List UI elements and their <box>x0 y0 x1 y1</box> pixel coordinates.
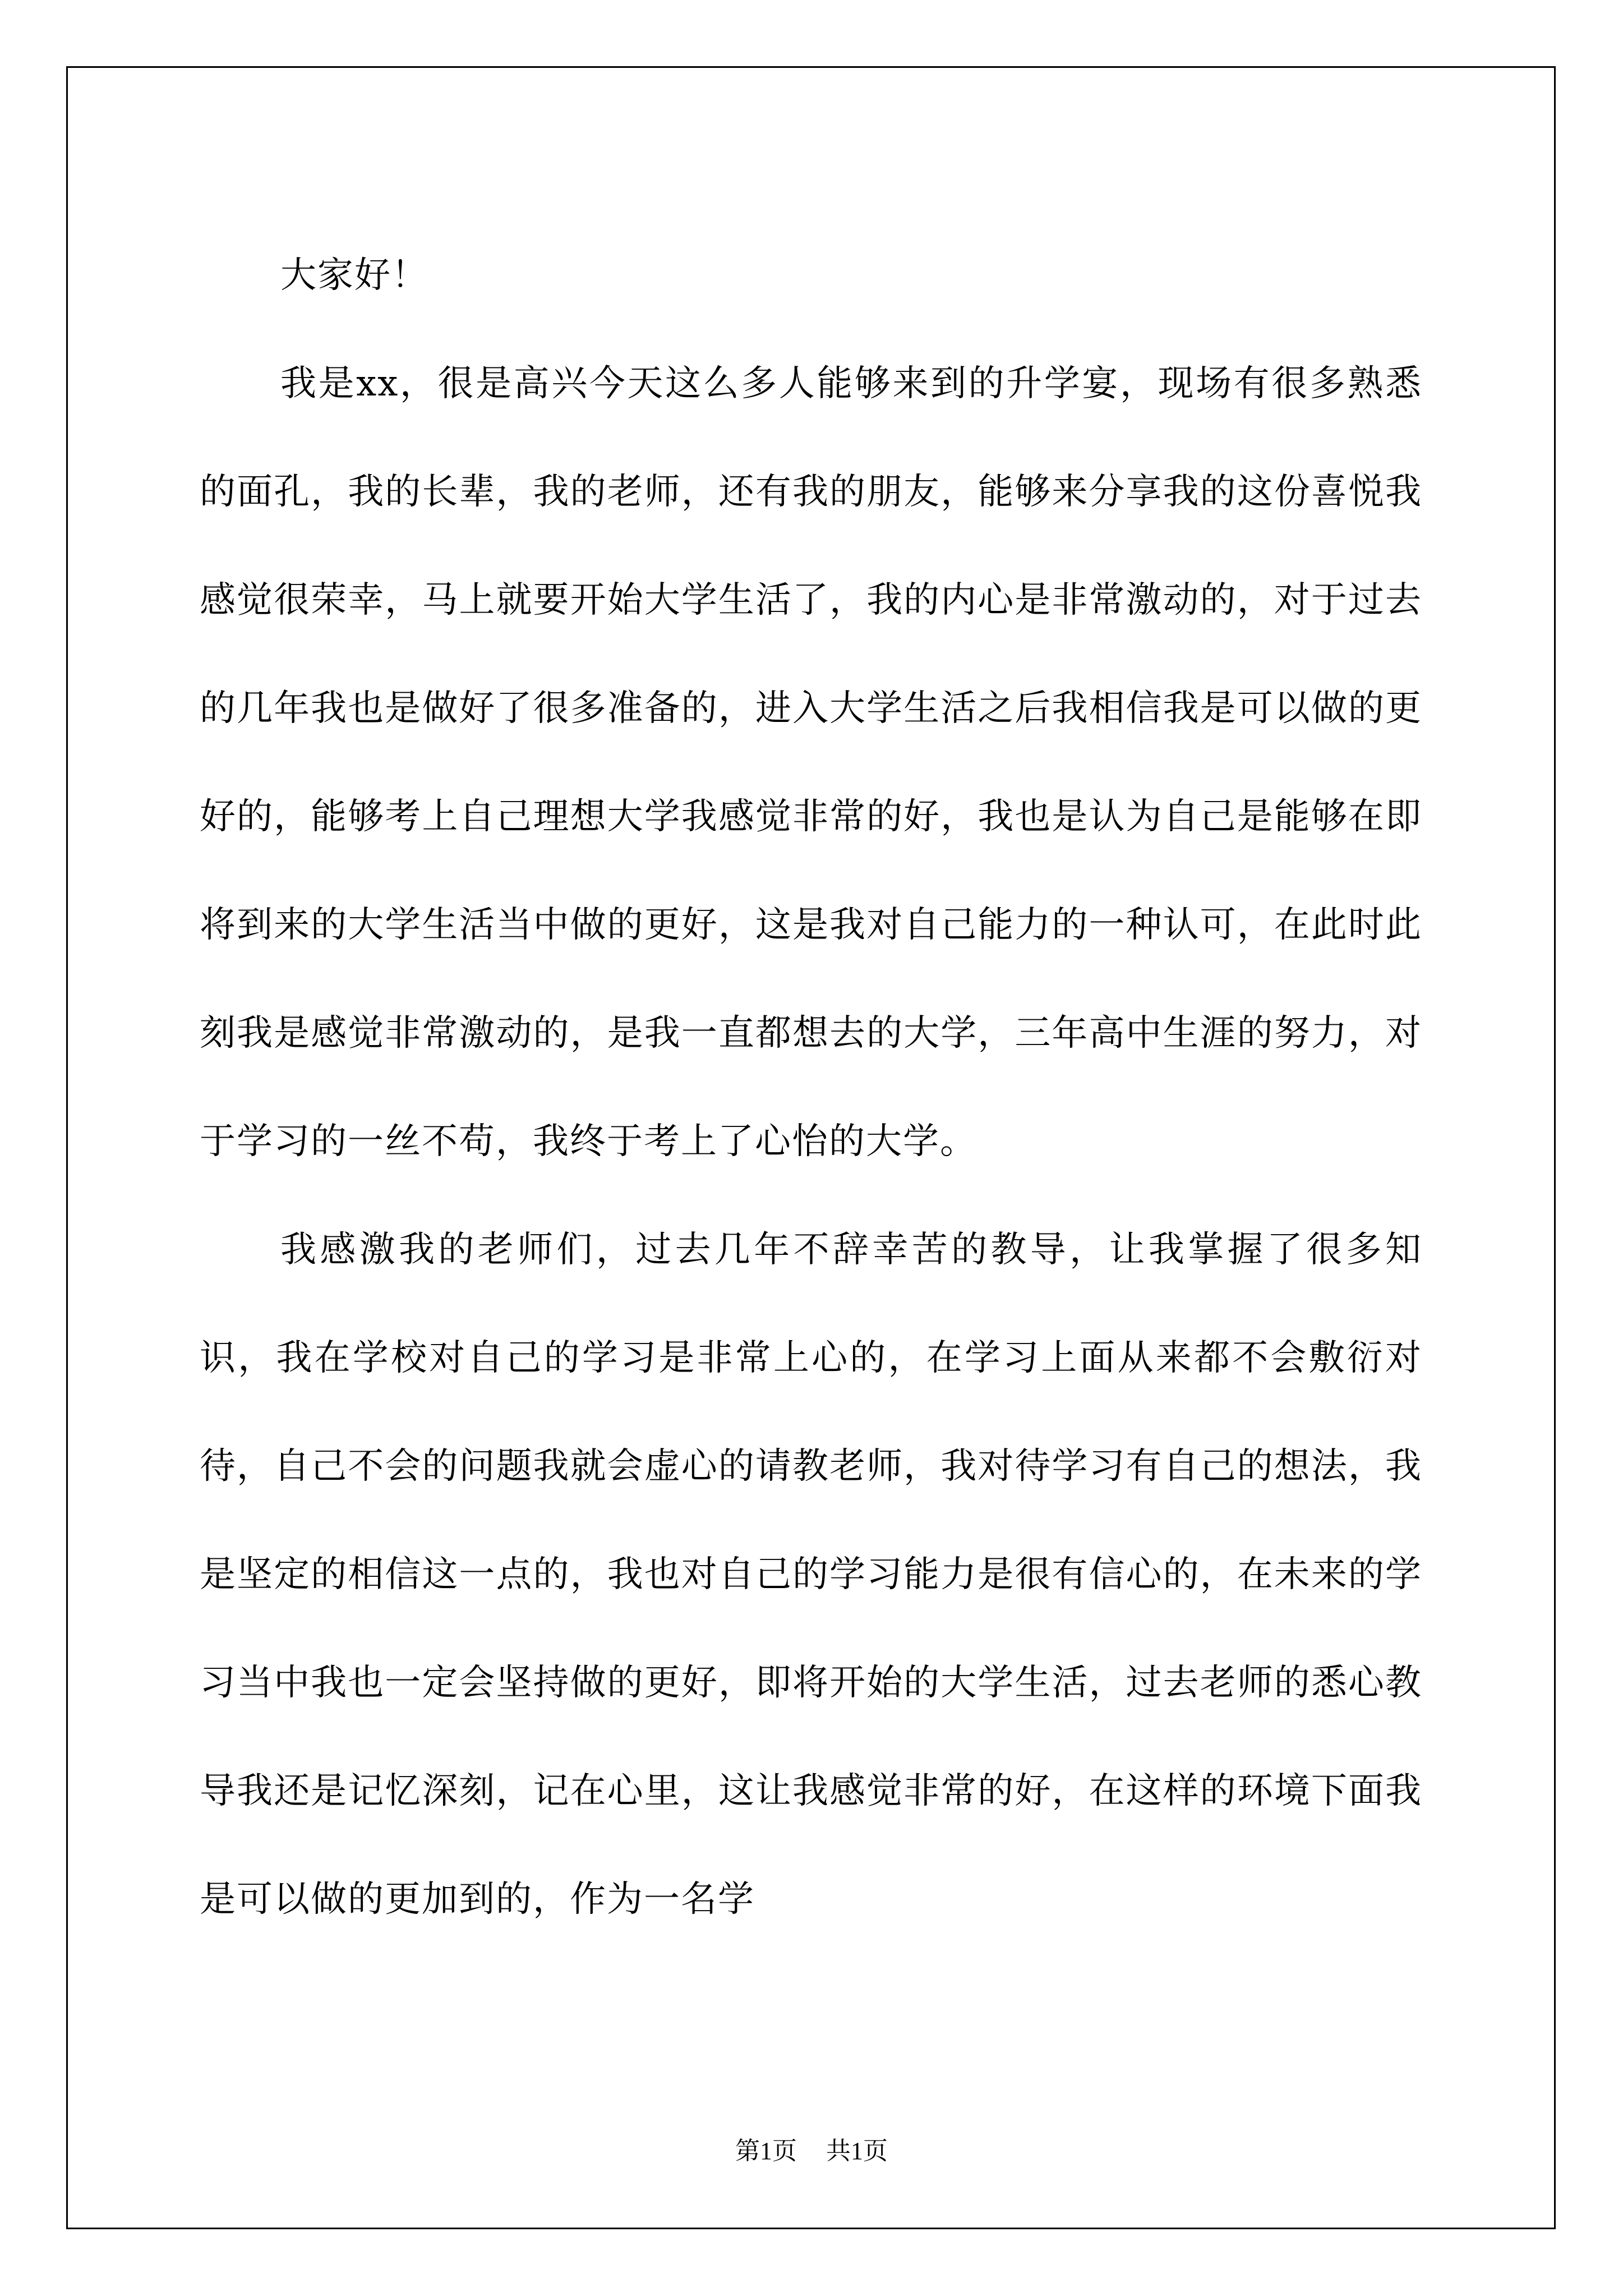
body-paragraph-2: 我感激我的老师们，过去几年不辞幸苦的教导，让我掌握了很多知识，我在学校对自己的学习是非常上心的，在学习上面从来都不会敷衍对待，自己不会的问题我就会虚心的请教老师，我对待学习有自己的想法，我是坚定的相信这一点的，我也对自己的学习能力是很有信心的，在未来的学习当中我也一定会坚持做的更好，即将开始的大学生活，过去老师的悉心教导我还是记忆深刻，记在心里，这让我感觉非常的好，在这样的环境下面我是可以做的更加到的，作为一名学 <box>200 1229 1422 1920</box>
page-footer <box>0 2134 1623 2168</box>
document-body <box>200 222 1422 1954</box>
body-paragraph-1: 我是xx，很是高兴今天这么多人能够来到的升学宴，现场有很多熟悉的面孔，我的长辈，我的老师，还有我的朋友，能够来分享我的这份喜悦我感觉很荣幸，马上就要开始大学生活了，我的内心是非常激动的，对于过去的几年我也是做好了很多准备的，进入大学生活之后我相信我是可以做的更好的，能够考上自己理想大学我感觉非常的好，我也是认为自己是能够在即将到来的大学生活当中做的更好，这是我对自己能力的一种认可，在此时此刻我是感觉非常激动的，是我一直都想去的大学，三年高中生涯的努力，对于学习的一丝不苟，我终于考上了心怡的大学。 <box>200 363 1422 1162</box>
page-number-current: 第1页 <box>735 2137 797 2165</box>
page-number-total: 共1页 <box>826 2137 888 2165</box>
greeting-paragraph: 大家好！ <box>280 255 428 296</box>
